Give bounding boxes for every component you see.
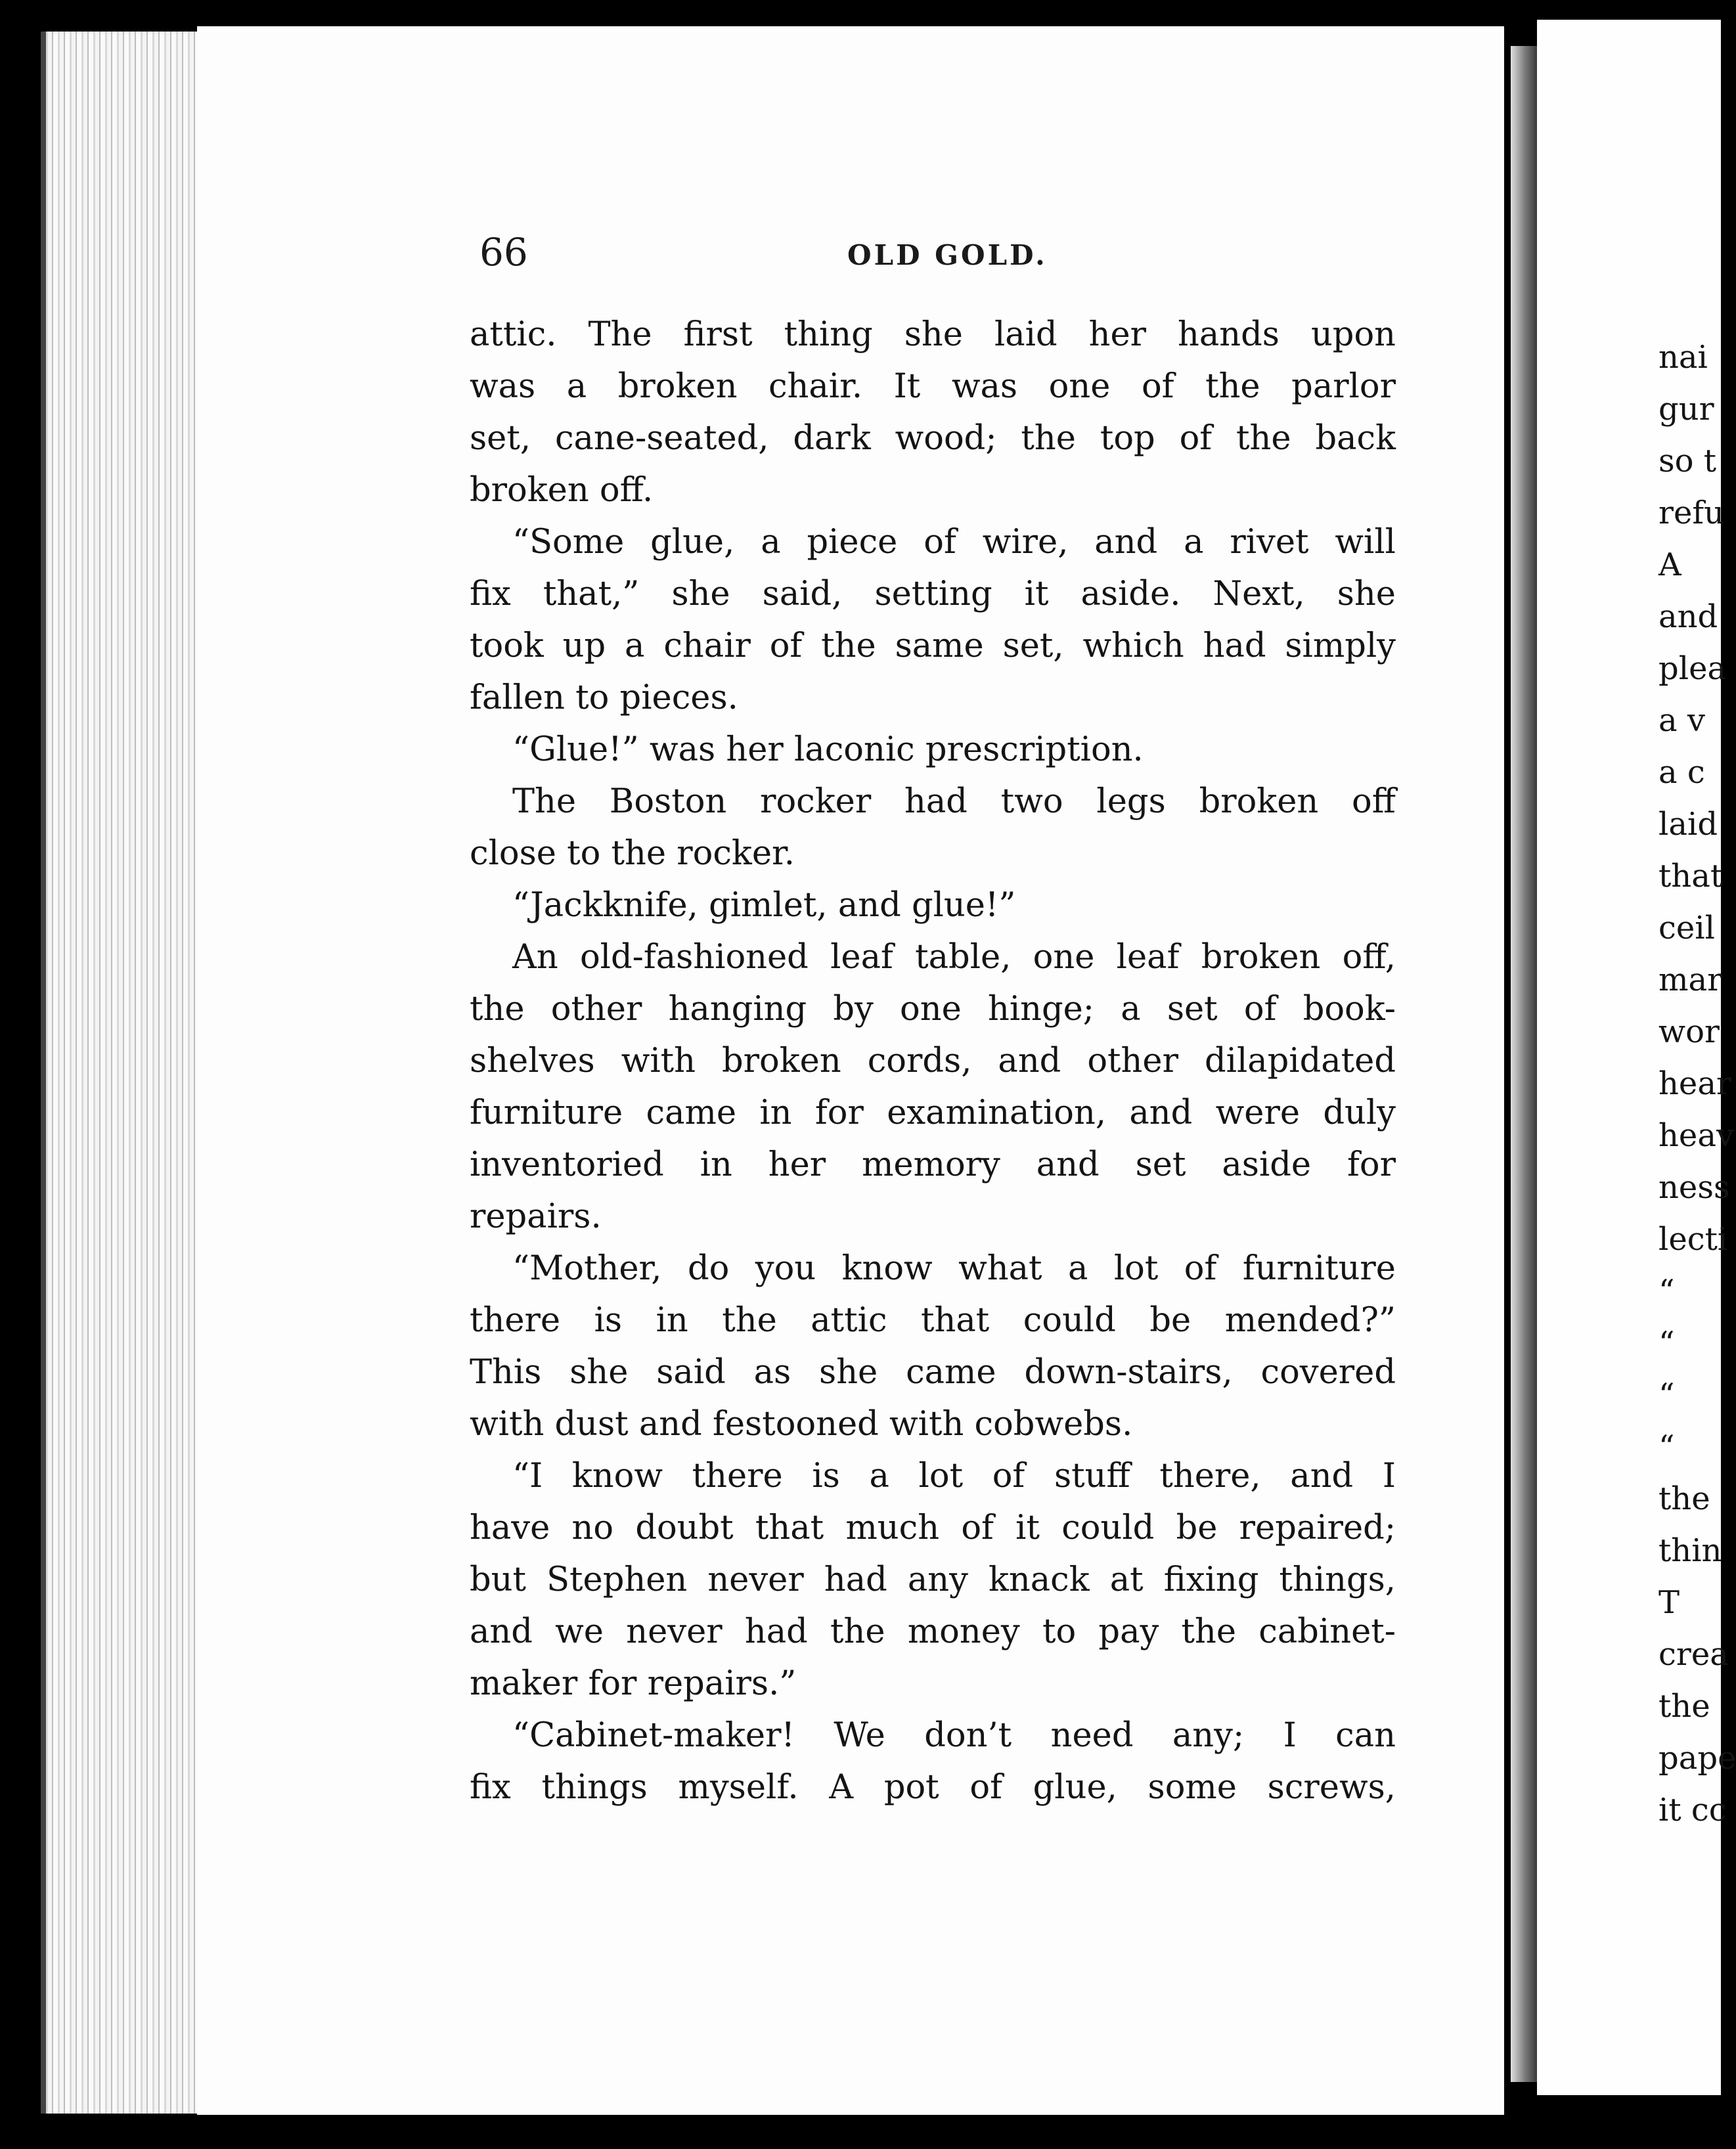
right-page-fragment: and [1658, 598, 1718, 635]
right-page-fragment: a v [1658, 702, 1705, 739]
right-page-fragment: A [1658, 546, 1681, 583]
right-page-fragment: wor [1658, 1013, 1720, 1050]
right-page-fragment: laid [1658, 806, 1718, 843]
right-page-fragment: gur [1658, 391, 1714, 428]
right-page-fragment: nai [1658, 339, 1708, 376]
text-line: set, cane-seated, dark wood; the top of the back [470, 419, 1396, 458]
text-line: maker for repairs.” [470, 1664, 797, 1703]
text-line: fix things myself. A pot of glue, some screws, [470, 1768, 1396, 1807]
text-line: “Some glue, a piece of wire, and a rivet will [512, 523, 1396, 562]
text-line: there is in the attic that could be mended?” [470, 1301, 1396, 1340]
right-page-fragment: ceil [1658, 910, 1715, 946]
text-line: “Mother, do you know what a lot of furniture [512, 1249, 1396, 1288]
right-page-fragment: ness [1658, 1169, 1730, 1206]
right-page-fragment: heav [1658, 1117, 1735, 1154]
right-page-fragment: “ [1658, 1273, 1675, 1310]
right-page-fragment: crea [1658, 1636, 1729, 1673]
right-page-fragment: plea [1658, 650, 1727, 687]
text-line: close to the rocker. [470, 834, 795, 873]
text-line: fallen to pieces. [470, 678, 738, 717]
right-page-fragment: pape [1658, 1740, 1736, 1777]
right-page-fragment: thin [1658, 1532, 1722, 1569]
right-page-fragment: hear [1658, 1065, 1731, 1102]
book-gutter [1511, 46, 1537, 2082]
page-number: 66 [479, 230, 528, 275]
right-page-fragment: “ [1658, 1325, 1675, 1362]
right-page-fragment: a c [1658, 754, 1705, 791]
text-line: fix that,” she said, setting it aside. Next, she [470, 575, 1396, 613]
right-page-fragment: mar [1658, 962, 1723, 998]
text-line: “Glue!” was her laconic prescription. [512, 730, 1144, 769]
text-line: repairs. [470, 1197, 602, 1236]
text-line: but Stephen never had any knack at fixing things, [470, 1561, 1396, 1599]
right-page-fragment: “ [1658, 1377, 1675, 1413]
right-page-fragment: that [1658, 858, 1724, 895]
running-title: OLD GOLD. [847, 239, 1048, 271]
text-line: An old-fashioned leaf table, one leaf broken off, [512, 938, 1396, 977]
right-page-fragment: refu [1658, 495, 1725, 531]
text-line: have no doubt that much of it could be repaired; [470, 1509, 1396, 1547]
text-line: “Cabinet-maker! We don’t need any; I can [512, 1716, 1396, 1755]
text-line: shelves with broken cords, and other dilapidated [470, 1042, 1396, 1080]
right-page-fragment: lecti [1658, 1221, 1728, 1258]
right-page-fragment: the [1658, 1480, 1710, 1517]
page-edges [41, 32, 217, 2114]
right-page-fragment: “ [1658, 1429, 1675, 1465]
right-page-text-fragments [1658, 332, 1736, 1836]
body-text [470, 309, 1396, 1813]
text-line: The Boston rocker had two legs broken off [512, 782, 1396, 821]
text-line: This she said as she came down-stairs, covered [470, 1353, 1396, 1392]
text-line: attic. The first thing she laid her hands upon [470, 315, 1396, 354]
right-page-fragment: it cc [1658, 1792, 1727, 1828]
right-page-fragment: T [1658, 1584, 1680, 1621]
text-line: was a broken chair. It was one of the parlor [470, 367, 1396, 406]
text-line: the other hanging by one hinge; a set of book- [470, 990, 1396, 1029]
text-line: took up a chair of the same set, which had simply [470, 627, 1396, 665]
running-head [479, 230, 1412, 282]
text-line: “I know there is a lot of stuff there, and I [512, 1457, 1396, 1495]
right-page-fragment: the [1658, 1688, 1710, 1725]
text-line: furniture came in for examination, and were duly [470, 1094, 1396, 1132]
text-line: with dust and festooned with cobwebs. [470, 1405, 1133, 1444]
text-line: “Jackknife, gimlet, and glue!” [512, 886, 1016, 925]
text-line: and we never had the money to pay the cabinet- [470, 1612, 1396, 1651]
text-line: inventoried in her memory and set aside for [470, 1145, 1396, 1184]
right-page-fragment: so t [1658, 443, 1717, 479]
text-line: broken off. [470, 471, 654, 510]
